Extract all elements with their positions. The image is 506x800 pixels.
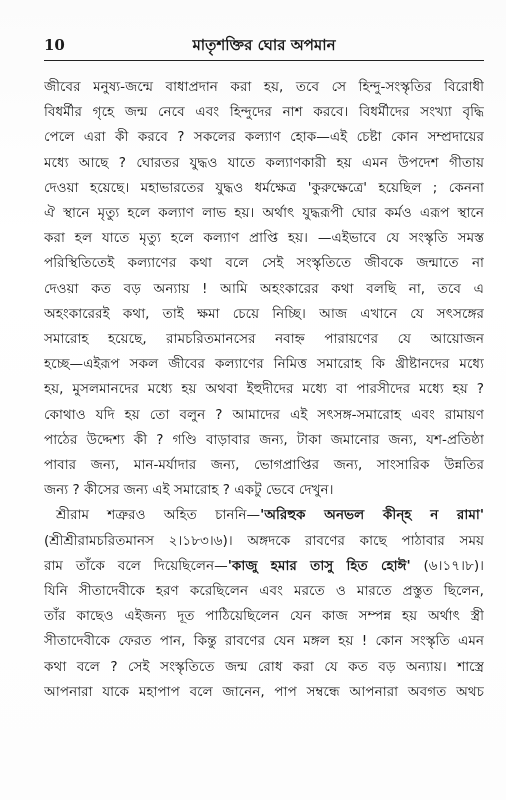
text-line: সীতাদেবীকে ফেরত পান, কিন্তু রাবণের যেন মঙ্গল হয় ! কোন সংস্কৃতি এমন [44,633,484,650]
text-line: পেলে এরা কী করবে ? সকলের কল্যাণ হোক—এই চেষ্টা কোন সম্প্রদায়ের [44,129,484,146]
text-line: (শ্রীশ্রীরামচরিতমানস ২।১৮৩।৬)। অঙ্গদকে রাবণের কাছে পাঠাবার সময় [44,532,484,549]
text-line: হচ্ছে—এইরূপ সকল জীবের কল্যাণের নিমিত্ত সমারোহ কি খ্রীষ্টানদের মধ্যে [44,356,484,373]
text-line: যিনি সীতাদেবীকে হরণ করেছিলেন এবং মরতে ও মারতে প্রস্তুত ছিলেন, [44,583,484,600]
text-line: সমারোহ হয়েছে, রামচরিতমানসের নবাহ্ন পারায়ণের যে আয়োজন [44,331,484,348]
line-text: রাম তাঁকে বলে দিয়েছিলেন— [44,557,228,574]
running-title: মাতৃশক্তির ঘোর অপমান [192,36,336,54]
text-line: জীবের মনুষ্য-জন্মে বাধাপ্রদান করা হয়, তবে সে হিন্দু-সংস্কৃতির বিরোধী [44,79,484,95]
text-line [44,503,484,528]
verse-reference: (৬।১৭।৮)। [410,557,484,574]
verse-quote: 'কাজু হমার তাসু হিত হোঈ' [227,557,411,574]
text-line: মধ্যে আছে ? ঘোরতর যুদ্ধও যাতে কল্যাণকারী হয় এমন উপদেশ গীতায় [44,154,484,171]
text-line: ঐ স্থানে মৃত্যু হলে কল্যাণ লাভ হয়। অর্থাৎ যুদ্ধরূপী ঘোর কর্মও এরূপ স্থানে [44,205,484,222]
text-line: পরিস্থিতিতেই কল্যাণের কথা বলে সেই সংস্কৃতিতে জীবকে জন্মাতে না [44,255,484,272]
page-body [44,75,484,705]
text-line: বিধর্মীর গৃহে জন্ম নেবে এবং হিন্দুদের নাশ করবে। বিধর্মীদের সংখ্যা বৃদ্ধি [44,104,484,121]
text-line: জন্য ? কীসের জন্য এই সমারোহ ? একটু ভেবে দেখুন। [44,482,334,499]
text-line: করা হল যাতে মৃত্যু হলে কল্যাণ প্রাপ্তি হয়। —এইভাবে যে সংস্কৃতি সমস্ত [44,230,484,247]
text-line: অহংকারেরই কথা, তাই ক্ষমা চেয়ে নিচ্ছি। আজ এখানে যে সৎসঙ্গের [44,305,484,322]
text-line: কোথাও যদি হয় তো বলুন ? আমাদের এই সৎসঙ্গ-সমারোহ এবং রামায়ণ [44,406,484,423]
text-line: পাঠের উদ্দেশ্য কী ? গণ্ডি বাড়াবার জন্য, টাকা জমানোর জন্য, যশ-প্রতিষ্ঠা [44,431,484,448]
page-number: 10 [44,36,65,54]
paragraph-1 [44,75,484,503]
text-line [44,554,484,579]
text-line: পাবার জন্য, মান-মর্যাদার জন্য, ভোগপ্রাপ্তির জন্য, সাংসারিক উন্নতির [44,457,484,474]
text-line: হয়, মুসলমানদের মধ্যে হয় অথবা ইহুদীদের মধ্যে বা পারসীদের মধ্যে হয় ? [44,381,484,398]
text-line: তাঁর কাছেও এইজন্য দূত পাঠিয়েছিলেন যেন কাজ সম্পন্ন হয় অর্থাৎ স্ত্রী [44,608,484,625]
line-text: শ্রীরাম শত্রুরও অহিত চাননি— [56,507,261,524]
text-line: দেওয়া হয়েছে। মহাভারতের যুদ্ধও ধর্মক্ষেত্র 'কুরুক্ষেত্রে' হয়েছিল ; কেননা [44,179,484,196]
text-line: কথা বলে ? সেই সংস্কৃতিতে জন্ম রোধ করা যে কত বড় অন্যায়। শাস্ত্রে [44,658,484,675]
page-header [44,34,484,61]
paragraph-2 [44,503,484,705]
text-line: আপনারা যাকে মহাপাপ বলে জানেন, পাপ সম্বন্ধে আপনারা অবগত অথচ [44,683,484,700]
text-line: দেওয়া কত বড় অন্যায় ! আমি অহংকারের কথা বলছি না, তবে এ [44,280,484,297]
verse-quote: 'অরিহুক অনভল কীন্হ ন রামা' [260,507,484,524]
